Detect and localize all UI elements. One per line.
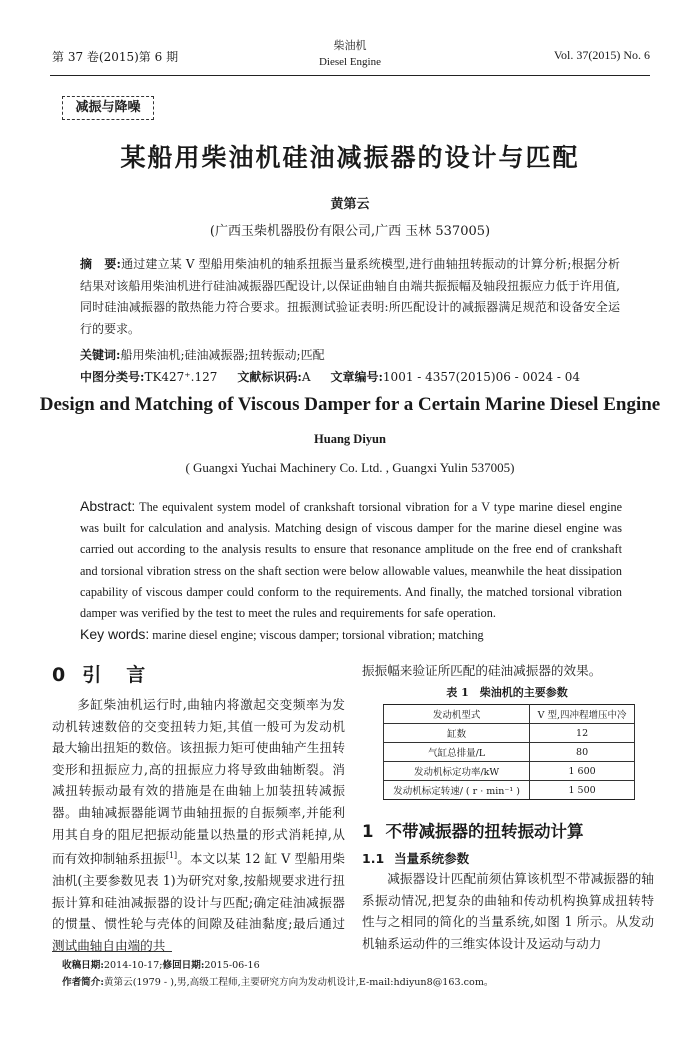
citation-1: [1] bbox=[165, 851, 178, 861]
table-cell: 12 bbox=[530, 724, 635, 743]
bio-label: 作者简介: bbox=[62, 977, 104, 988]
section-1-1-number: 1.1 bbox=[362, 851, 385, 866]
article-number-value: 1001 - 4357(2015)06 - 0024 - 04 bbox=[382, 370, 581, 384]
author-zh: 黄第云 bbox=[330, 197, 370, 212]
affiliation-zh: (广西玉柴机器股份有限公司,广西 玉林 537005) bbox=[209, 224, 491, 239]
table-cell: 发动机标定功率/kW bbox=[384, 762, 530, 781]
footnote-author-bio bbox=[62, 974, 652, 991]
table-header-cell: V 型,四冲程增压中冷 bbox=[530, 705, 635, 724]
abstract-en-label: Abstract: bbox=[80, 498, 136, 514]
abstract-zh-label: 摘 要: bbox=[80, 257, 121, 271]
keywords-zh-text: 船用柴油机;硅油减振器;扭转振动;匹配 bbox=[120, 348, 325, 362]
table-row bbox=[384, 762, 635, 781]
intro-text-1: 多缸柴油机运行时,曲轴内将激起交变频率为发动机转速数倍的交变扭转力矩,其值一般可为发动机最大输出扭矩的数倍。该扭振力矩可使曲轴产生扭转变形和扭振应力,高的扭振应力将导致曲轴断裂。消减扭转振动最有效的措施是在曲轴上加装扭转减振器。曲轴减振器能调节曲轴扭振的自振频率,并能利用其自身的阻尼把振动能量以热量的形式消耗掉,从而有效抑制轴系扭振 bbox=[52, 697, 345, 867]
abstract-en bbox=[80, 496, 622, 624]
section-1-1-title: 当量系统参数 bbox=[394, 851, 470, 866]
doc-code-label: 文献标识码: bbox=[237, 370, 302, 384]
journal-name bbox=[280, 38, 420, 70]
doc-code-value: A bbox=[301, 370, 311, 384]
table-cell: 1 500 bbox=[530, 781, 635, 800]
clc-value: TK427⁺.127 bbox=[144, 370, 218, 384]
author-en: Huang Diyun bbox=[314, 432, 386, 446]
table-header-cell: 发动机型式 bbox=[384, 705, 530, 724]
bio-text: 黄第云(1979 - ),男,高级工程师,主要研究方向为发动机设计,E-mail:hdiyun8@163.com。 bbox=[103, 977, 494, 988]
section-1-1-heading bbox=[362, 849, 469, 867]
table-1-caption: 表 1 柴油机的主要参数 bbox=[446, 686, 568, 699]
article-number-label: 文章编号: bbox=[330, 370, 383, 384]
footnote-dates: 收稿日期:2014-10-17;修回日期:2015-06-16 bbox=[62, 960, 260, 971]
section-1-number: 1 bbox=[362, 822, 374, 841]
keywords-en bbox=[80, 624, 622, 645]
revised-date: 2015-06-16 bbox=[204, 960, 260, 971]
abstract-zh-text: 通过建立某 V 型船用柴油机的轴系扭振当量系统模型,进行曲轴扭转振动的计算分析;根据分析结果对该船用柴油机进行硅油减振器匹配设计,以保证曲轴自由端共振振幅及轴段扭振应力低于许用值,同时硅油减振器的散热能力符合要求。扭振测试验证表明:所匹配设计的减振器满足规范和设备安全运行的要求。 bbox=[80, 257, 621, 336]
revised-label: 修回日期: bbox=[162, 960, 205, 971]
table-cell: 气缸总排量/L bbox=[384, 743, 530, 762]
received-label: 收稿日期: bbox=[62, 960, 104, 971]
section-1-heading bbox=[362, 818, 583, 842]
keywords-en-label: Key words: bbox=[80, 626, 150, 642]
classification-line bbox=[80, 367, 640, 388]
section-0-body bbox=[52, 694, 345, 956]
table-cell: 缸数 bbox=[384, 724, 530, 743]
section-1-1-body: 减振器设计匹配前须估算该机型不带减振器的轴系振动情况,把复杂的曲轴和传动机构换算成扭转特性与之相同的简化的当量系统,如图 1 所示。从发动机轴系运动件的三维实体设计及运动与动力 bbox=[362, 871, 654, 951]
table-cell: 发动机标定转速/ ( r · min⁻¹ ) bbox=[384, 781, 530, 800]
abstract-zh bbox=[80, 254, 620, 340]
section-tag: 减振与降噪 bbox=[62, 96, 154, 120]
table-row bbox=[384, 781, 635, 800]
section-0-title: 引 言 bbox=[82, 664, 149, 686]
keywords-en-text: marine diesel engine; viscous damper; torsional vibration; matching bbox=[152, 628, 484, 642]
footnote-rule bbox=[52, 951, 172, 952]
title-en: Design and Matching of Viscous Damper for a Certain Marine Diesel Engine bbox=[39, 394, 661, 415]
journal-volume-en: Vol. 37(2015) No. 6 bbox=[553, 48, 650, 62]
footnote bbox=[62, 957, 652, 991]
section-1-title: 不带减振器的扭转振动计算 bbox=[385, 822, 584, 841]
table-row bbox=[384, 724, 635, 743]
section-0-number: 0 bbox=[52, 664, 69, 686]
abstract-en-text: The equivalent system model of crankshaft torsional vibration for a V type marine diesel engine was built for calculation and analysis. Matching design of viscous damper for the marine diesel engine was carried out according to the analysis results to ensure that resonance amplitude on the free end of crankshaft and torsional vibration stress on the shaft section were below allowable values, meanwhile the heat dissipation capability of viscous damper could conform to the requirements. And finally, the matched torsional vibration damper was verified by the test to meet the rules and requirements for safe operation. bbox=[80, 500, 622, 621]
title-zh: 某船用柴油机硅油减振器的设计与匹配 bbox=[120, 143, 580, 172]
table-1-engine-parameters bbox=[383, 704, 635, 800]
section-0-heading bbox=[52, 660, 148, 687]
keywords-zh bbox=[80, 345, 620, 366]
received-date: 2014-10-17 bbox=[103, 960, 160, 971]
intro-text-2: 。本文以某 12 缸 V 型船用柴油机(主要参数见表 1)为研究对象,按船规要求进行扭振计算和硅油减振器的设计与匹配;确定硅油减振器的惯量、惯性轮与壳体的间隙及硅油黏度;最后通过测试曲轴自由端的共 bbox=[52, 851, 345, 953]
table-row bbox=[384, 743, 635, 762]
header-rule bbox=[50, 75, 650, 76]
section-0-continuation: 振振幅来验证所匹配的硅油减振器的效果。 bbox=[362, 663, 602, 678]
journal-name-zh: 柴油机 bbox=[333, 39, 367, 52]
affiliation-en: ( Guangxi Yuchai Machinery Co. Ltd. , Guangxi Yulin 537005) bbox=[185, 460, 515, 475]
journal-name-en: Diesel Engine bbox=[318, 56, 381, 68]
table-cell: 1 600 bbox=[530, 762, 635, 781]
table-header-row bbox=[384, 705, 635, 724]
keywords-zh-label: 关键词: bbox=[80, 348, 121, 362]
clc-label: 中图分类号: bbox=[80, 370, 145, 384]
journal-issue: 第 37 卷(2015)第 6 期 bbox=[52, 50, 179, 64]
table-cell: 80 bbox=[530, 743, 635, 762]
